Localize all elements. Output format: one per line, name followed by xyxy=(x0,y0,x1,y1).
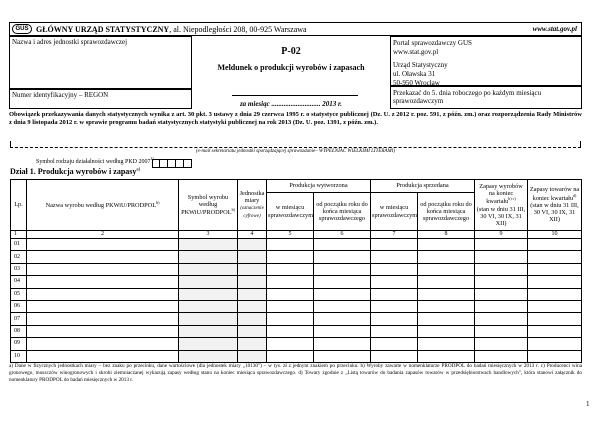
table-cell[interactable] xyxy=(418,251,475,263)
table-cell[interactable] xyxy=(475,325,528,337)
column-number: 3 xyxy=(179,231,238,239)
table-row xyxy=(11,251,582,263)
table-cell[interactable] xyxy=(475,251,528,263)
table-cell[interactable] xyxy=(179,288,238,300)
col-sold-month-header: w miesiącu sprawozdawczym xyxy=(371,193,418,231)
portal-line: Portal sprawozdawczy GUS xyxy=(393,39,472,47)
table-cell[interactable] xyxy=(475,313,528,325)
table-cell[interactable] xyxy=(27,300,179,312)
table-cell[interactable] xyxy=(179,251,238,263)
column-number-row xyxy=(11,231,582,239)
table-cell[interactable] xyxy=(371,300,418,312)
col-stock-goods-header: Zapasy towarów na koniec kwartału$^{d)}$ (stan w dniu 31 III, 30 VI, 30 IX, 31 XII) xyxy=(528,180,582,231)
table-cell[interactable] xyxy=(371,239,418,251)
table-cell[interactable] xyxy=(418,239,475,251)
row-number: 06 xyxy=(11,300,27,312)
table-cell[interactable] xyxy=(267,288,314,300)
regon-label: Numer identyfikacyjny – REGON xyxy=(12,91,109,99)
table-cell[interactable] xyxy=(418,313,475,325)
table-cell[interactable] xyxy=(238,325,267,337)
table-cell[interactable] xyxy=(418,338,475,350)
deadline-box xyxy=(390,86,582,109)
table-cell[interactable] xyxy=(418,263,475,275)
table-cell[interactable] xyxy=(418,300,475,312)
table-cell[interactable] xyxy=(418,288,475,300)
table-cell[interactable] xyxy=(371,313,418,325)
table-cell[interactable] xyxy=(27,325,179,337)
col-stock-products-footnote: b) c) xyxy=(508,196,516,202)
table-cell[interactable] xyxy=(267,325,314,337)
table-cell[interactable] xyxy=(179,263,238,275)
table-cell[interactable] xyxy=(475,300,528,312)
page-number: 1 xyxy=(586,400,590,408)
column-number: 10 xyxy=(528,231,582,239)
table-cell[interactable] xyxy=(475,263,528,275)
column-number: 9 xyxy=(475,231,528,239)
section-footnote: a) xyxy=(136,167,141,173)
col-unit-header: Jednostka miary (oznaczenie cyfrowe) xyxy=(238,180,267,231)
table-cell[interactable] xyxy=(528,288,582,300)
footnotes: a) Dane w fizycznych jednostkach miary – bez znaku po przecinku, dane wartościowe (dla jednostek miary „10130") – w tys. zł z jednym znakiem po przecinku. b) Wyroby zawarte w nomenklaturze PRODPOL do badań miesięcznych w 2013 r. c) Producenci wina gronowego, moszczów winogronowych i skrobi ziemniaczanej wykazują zapasy według stanu na koniec miesiąca sprawozdawczego. d) Towary zgodnie z „Listą towarów do badania zapasów towarów w przedsiębiorstwach handlowych", która stanowi załącznik do nomenklatury PRODPOL do badań miesięcznych w 2013 r. xyxy=(9,363,582,383)
table-cell[interactable] xyxy=(27,288,179,300)
col-sold-ytd-header: od początku roku do końca miesiąca sprawozdawczego xyxy=(418,193,475,231)
office-name: GŁÓWNY URZĄD STATYSTYCZNY xyxy=(36,25,170,34)
table-cell[interactable] xyxy=(528,350,582,362)
email-left-tick xyxy=(10,141,11,148)
column-number: 5 xyxy=(267,231,314,239)
table-cell[interactable] xyxy=(528,251,582,263)
table-cell[interactable] xyxy=(267,338,314,350)
table-cell[interactable] xyxy=(528,338,582,350)
table-row xyxy=(11,325,582,337)
table-row xyxy=(11,239,582,251)
table-cell[interactable] xyxy=(371,350,418,362)
email-note: (e-mail sekretariatu jednostki sporządzającej sprawozdanie– WYPEŁNIAĆ WIELKIMI LITERAMI) xyxy=(195,149,396,154)
row-number: 05 xyxy=(11,288,27,300)
office-line-1: Urząd Statystyczny xyxy=(393,61,448,69)
legal-text: Obowiązek przekazywania danych statystycznych wynika z art. 30 pkt. 3 ustawy z dnia 29 czerwca 1995 r. o statystyce publicznej (Dz. U. z 2012 r. poz. 591, z późn. zm.) oraz rozporządzenia Rady Ministrów z dnia 9 listopada 2012 r. w sprawie programu badań statystycznych statystyki publicznej na rok 2013 (Dz. U. poz. 1391, z późn. zm.). xyxy=(9,111,582,127)
row-number: 03 xyxy=(11,263,27,275)
table-cell[interactable] xyxy=(418,350,475,362)
period-label[interactable]: za miesiąc ............................ 2013 r. xyxy=(239,100,343,108)
table-cell[interactable] xyxy=(179,276,238,288)
gus-logo-icon: GUS xyxy=(12,24,32,34)
table-cell[interactable] xyxy=(475,288,528,300)
table-cell[interactable] xyxy=(314,300,371,312)
table-cell[interactable] xyxy=(27,239,179,251)
table-cell[interactable] xyxy=(418,325,475,337)
form-code: P-02 xyxy=(281,46,301,57)
portal-url: www.stat.gov.pl xyxy=(393,48,439,56)
table-cell[interactable] xyxy=(179,313,238,325)
row-number: 10 xyxy=(11,350,27,362)
table-cell[interactable] xyxy=(314,288,371,300)
office-line-2: ul. Oławska 31 xyxy=(393,70,436,78)
table-cell[interactable] xyxy=(314,239,371,251)
table-cell[interactable] xyxy=(238,350,267,362)
table-row xyxy=(11,313,582,325)
column-number: 1 xyxy=(11,231,27,239)
table-cell[interactable] xyxy=(528,325,582,337)
table-cell[interactable] xyxy=(314,325,371,337)
table-row xyxy=(11,288,582,300)
office-line-3: 50-950 Wrocław xyxy=(393,79,440,87)
column-number: 2 xyxy=(27,231,179,239)
table-cell[interactable] xyxy=(528,300,582,312)
table-cell[interactable] xyxy=(267,300,314,312)
table-cell[interactable] xyxy=(528,276,582,288)
table-cell[interactable] xyxy=(528,313,582,325)
table-cell[interactable] xyxy=(371,288,418,300)
table-cell[interactable] xyxy=(179,338,238,350)
table-cell[interactable] xyxy=(371,325,418,337)
table-cell[interactable] xyxy=(314,263,371,275)
row-number: 07 xyxy=(11,313,27,325)
production-table xyxy=(10,179,582,363)
row-number: 02 xyxy=(11,251,27,263)
col-produced-month-header: w miesiącu sprawozdawczym xyxy=(267,193,314,231)
table-cell[interactable] xyxy=(27,251,179,263)
website: www.stat.gov.pl xyxy=(532,25,577,33)
pkd-input-boxes[interactable] xyxy=(152,155,192,165)
table-cell[interactable] xyxy=(179,239,238,251)
table-cell[interactable] xyxy=(371,251,418,263)
table-cell[interactable] xyxy=(27,276,179,288)
row-number: 08 xyxy=(11,325,27,337)
row-number: 04 xyxy=(11,276,27,288)
col-symbol-header: Symbol wyrobu według PKWiU/PRODPOL$^{b)}$ xyxy=(179,180,238,231)
table-cell[interactable] xyxy=(267,276,314,288)
deadline-text: Przekazać do 5. dnia roboczego po każdym miesiącu sprawozdawczym xyxy=(393,89,542,106)
table-cell[interactable] xyxy=(267,263,314,275)
table-cell[interactable] xyxy=(314,251,371,263)
table-cell[interactable] xyxy=(528,239,582,251)
table-cell[interactable] xyxy=(179,300,238,312)
table-cell[interactable] xyxy=(238,313,267,325)
row-number: 09 xyxy=(11,338,27,350)
column-number: 4 xyxy=(238,231,267,239)
pkd-label: Symbol rodzaju działalności według PKD 2007$^{1)}$ xyxy=(36,156,154,165)
table-cell[interactable] xyxy=(27,338,179,350)
table-cell[interactable] xyxy=(371,276,418,288)
col-name-header: Nazwa wyrobu według PKWiU/PRODPOL$^{b)}$ xyxy=(27,180,179,231)
table-cell[interactable] xyxy=(314,350,371,362)
table-cell[interactable] xyxy=(267,251,314,263)
col-name-footnote: b) xyxy=(156,199,160,205)
table-cell[interactable] xyxy=(314,313,371,325)
pkd-footnote: 1) xyxy=(150,156,154,161)
table-cell[interactable] xyxy=(371,263,418,275)
table-cell[interactable] xyxy=(27,313,179,325)
name-address-label: Nazwa i adres jednostki sprawozdawczej xyxy=(12,38,128,46)
table-cell[interactable] xyxy=(238,300,267,312)
table-cell[interactable] xyxy=(418,276,475,288)
table-cell[interactable] xyxy=(267,313,314,325)
table-cell[interactable] xyxy=(371,338,418,350)
table-cell[interactable] xyxy=(238,251,267,263)
form-title: Meldunek o produkcji wyrobów i zapasach xyxy=(217,63,365,72)
table-cell[interactable] xyxy=(314,276,371,288)
table-row xyxy=(11,276,582,288)
email-line[interactable] xyxy=(10,139,581,148)
col-stock-products-header: Zapasy wyrobów na koniec kwartału$^{b) c)}$ (stan w dniu 31 III, 30 VI, 30 IX, 31 XII) xyxy=(475,180,528,231)
table-cell[interactable] xyxy=(238,338,267,350)
group-produced-header: Produkcja wytworzona xyxy=(267,180,371,193)
column-number: 7 xyxy=(371,231,418,239)
group-sold-header: Produkcja sprzedana xyxy=(371,180,475,193)
table-row xyxy=(11,300,582,312)
col-stock-products-dates: (stan w dniu 31 III, 30 VI, 30 IX, 31 XII) xyxy=(476,205,526,228)
office-address: , al. Niepodległości 208, 00-925 Warszawa xyxy=(169,25,307,34)
column-number: 8 xyxy=(418,231,475,239)
table-row xyxy=(11,338,582,350)
table-cell[interactable] xyxy=(238,263,267,275)
header-bar xyxy=(9,22,582,36)
period-underline xyxy=(232,95,358,96)
table-cell[interactable] xyxy=(179,350,238,362)
table-cell[interactable] xyxy=(27,350,179,362)
col-lp-header: Lp. xyxy=(11,180,27,231)
table-cell[interactable] xyxy=(238,288,267,300)
table-cell[interactable] xyxy=(238,239,267,251)
section-title: Dział 1. Produkcja wyrobów i zapasy$^{a)}$ xyxy=(10,167,141,176)
table-cell[interactable] xyxy=(267,239,314,251)
table-cell[interactable] xyxy=(475,239,528,251)
email-right-tick xyxy=(580,141,581,148)
office-header xyxy=(36,25,307,35)
portal-box xyxy=(390,36,582,86)
table-cell[interactable] xyxy=(475,350,528,362)
table-row xyxy=(11,350,582,362)
col-stock-goods-dates: (stan w dniu 31 III, 30 VI, 30 IX, 31 XII) xyxy=(530,201,579,224)
regon-box[interactable] xyxy=(9,89,192,109)
name-address-box[interactable] xyxy=(9,36,192,89)
table-cell[interactable] xyxy=(314,338,371,350)
table-cell[interactable] xyxy=(238,276,267,288)
table-cell[interactable] xyxy=(475,338,528,350)
col-unit-note: (oznaczenie cyfrowe) xyxy=(240,206,264,220)
col-symbol-footnote: b) xyxy=(231,207,235,213)
table-cell[interactable] xyxy=(27,263,179,275)
table-cell[interactable] xyxy=(179,325,238,337)
col-produced-ytd-header: od początku roku do końca miesiąca sprawozdawczego xyxy=(314,193,371,231)
table-cell[interactable] xyxy=(528,263,582,275)
table-row xyxy=(11,263,582,275)
column-number: 6 xyxy=(314,231,371,239)
table-cell[interactable] xyxy=(475,276,528,288)
table-cell[interactable] xyxy=(267,350,314,362)
col-stock-goods-footnote: d) xyxy=(573,192,577,198)
row-number: 01 xyxy=(11,239,27,251)
